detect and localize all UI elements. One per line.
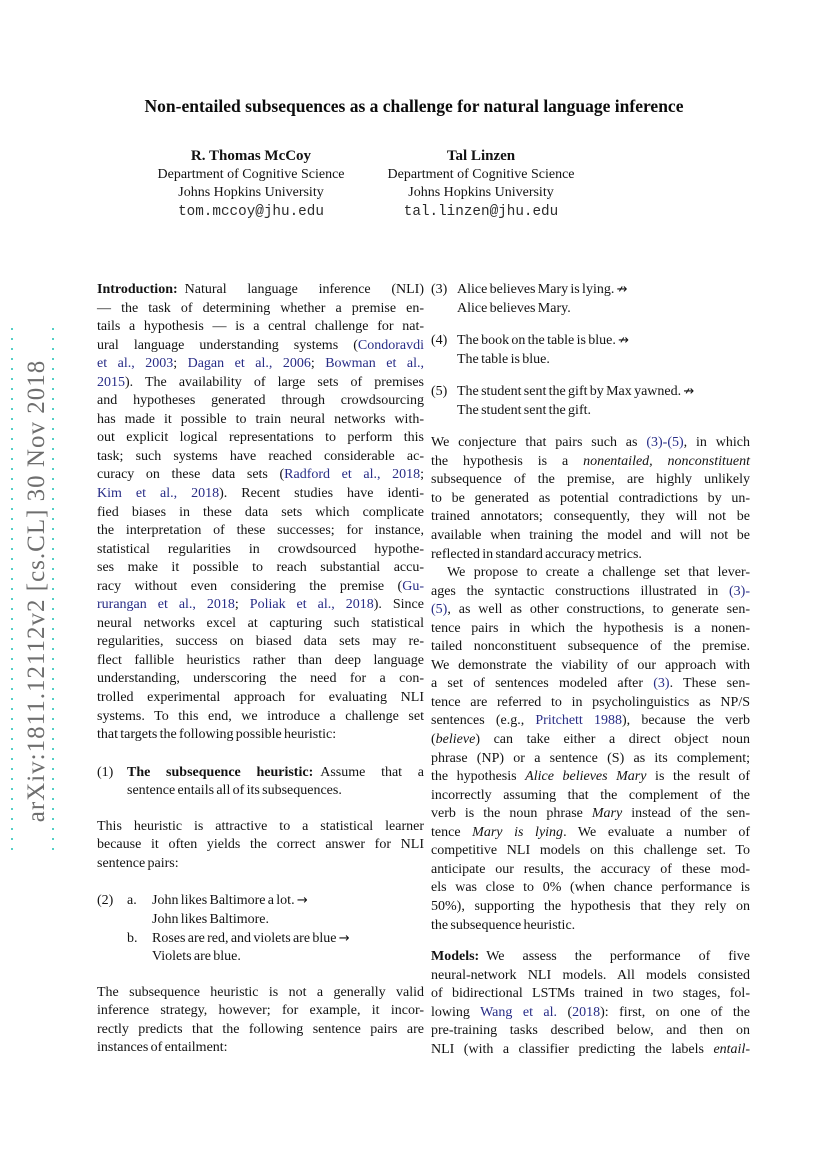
citation-link[interactable]: (3) [653,676,670,692]
text-line: subsequence of the premise, are highly unlikely [431,472,750,488]
text-line: incorrectly assuming that the complement of the [431,787,750,803]
text-line: NLI (with a classifier predicting the labels entail- [431,1041,750,1057]
text-line: The table is blue. [457,351,550,367]
author-block-2 [331,147,631,222]
arrow-glyph: → [338,930,350,946]
paragraph [97,818,424,874]
author-department: Department of Cognitive Science [387,167,575,182]
text-line: sentences (e.g., Pritchett 1988), because the verb [431,713,750,729]
text-line: The subsequence heuristic is not a generally valid [97,984,424,1000]
text-line: task; such systems have reached considerable ac- [97,448,424,464]
text-line: the interpretation of these successes; for instance, [97,523,424,539]
author-name: R. Thomas McCoy [190,148,312,164]
italic-run: nonentailed, nonconstituent [583,453,750,469]
text-line: sentence entails all of its subsequences. [127,783,342,799]
text-line: competitive NLI models on this challenge set. To [431,843,750,859]
text-line: to be generated as potential contradictions by un- [431,490,750,506]
text-line: curacy on these data sets (Radford et al., 2018; [97,467,424,483]
text-line: phrase (NP) or a sentence (S) as its complement; [431,750,750,766]
column-left [97,281,424,1058]
text-line: understanding, underscoring the need for a con- [97,671,424,687]
text-line: Introduction: Natural language inference (NLI) [97,282,424,297]
example-number: (4) [431,333,448,349]
text-line: because it often yields the correct answer for NLI [97,837,424,853]
watermark-dotted-line-right [52,328,54,856]
text-line: sentence pairs: [97,855,179,871]
citation-link[interactable]: et al., 2003 [97,356,174,372]
text-line: flect fallible heuristics rather than deep language [97,652,424,668]
text-line: els was close to 0% (when chance performance is [431,880,750,896]
text-line: (5), as well as other constructions, to generate sen- [431,602,750,618]
arrow-glyph: ↛ [616,282,628,297]
text-line: The student sent the gift by Max yawned. ↛ [457,384,695,400]
text-line: This heuristic is attractive to a statistical learner [97,818,424,834]
arrow-glyph: ↛ [618,333,630,349]
citation-link[interactable]: Pritchett 1988 [535,713,622,729]
text-line: tence are referred to in psycholinguistics as NP/S [431,694,750,710]
example-1 [97,764,424,801]
citation-link[interactable]: Wang et al. [480,1004,558,1020]
text-line: reflected in standard accuracy metrics. [431,546,642,562]
bold-run: Models: [431,949,480,965]
text-line: Roses are red, and violets are blue → [152,930,350,946]
italic-run: believe [435,732,476,748]
text-line: statistical regularities in crowdsourced hypothe- [97,541,424,557]
italic-run: Mary [591,806,623,822]
text-line: Alice believes Mary is lying. ↛ [457,282,628,297]
example-5 [431,383,750,420]
text-line: 50%), supporting the hypothesis that they rely on [431,898,750,914]
example-item [457,332,750,369]
example-4 [431,332,750,369]
text-line: the subsequence heuristic. [431,917,576,933]
text-line: has made it possible to train neural networks with- [97,411,424,427]
arrow-glyph: ↛ [683,384,695,400]
arrow-glyph: → [296,893,308,909]
arxiv-watermark-text: arXiv:1811.12112v2 [cs.CL] 30 Nov 2018 [23,359,50,823]
citation-link[interactable]: 2015 [97,374,125,390]
example-item-label: a. [127,893,137,909]
watermark-dotted-line-left [11,328,13,856]
text-line: Models: We assess the performance of five [431,949,750,965]
text-line: inference strategy, however; for example, it incor- [97,1003,424,1019]
bold-run: Introduction: [97,282,178,297]
example-item [457,383,750,420]
citation-link[interactable]: rurangan et al., 2018 [97,597,235,613]
example-item [127,892,424,929]
citation-link[interactable]: Gu- [402,578,424,594]
text-line: pre-training tasks described below, and then on [431,1023,750,1039]
example-number: (2) [97,893,114,909]
text-line: tails a hypothesis — is a central challenge for nat- [97,319,424,335]
text-line: neural-network NLI models. All models consisted [431,967,750,983]
citation-link[interactable]: Poliak et al., 2018 [249,597,374,613]
text-line: We propose to create a challenge set that lever- [447,565,750,581]
text-line: tence Mary is lying. We evaluate a number of [431,824,750,840]
text-line: — the task of determining whether a premise en- [97,300,424,316]
example-2 [97,892,424,966]
italic-run: Alice believes Mary [525,769,647,785]
text-line: rurangan et al., 2018; Poliak et al., 2018). Since [97,597,424,613]
paragraph [431,564,750,935]
text-line: The student sent the gift. [457,402,592,418]
example-item [127,930,424,967]
citation-link[interactable]: (3)- [729,583,750,599]
paragraph [431,434,750,564]
text-line: Alice believes Mary. [457,300,571,316]
text-line: rectly predicts that the following sentence pairs are [97,1021,424,1037]
example-item [127,764,424,801]
text-line: Kim et al., 2018). Recent studies have identi- [97,486,425,502]
text-line: The book on the table is blue. ↛ [457,333,630,349]
text-line: et al., 2003; Dagan et al., 2006; Bowman et al., [97,356,424,372]
text-line: instances of entailment: [97,1040,228,1056]
citation-link[interactable]: Bowman et al., [325,356,424,372]
text-line: the hypothesis is a nonentailed, nonconstituent [431,453,750,469]
text-line: out explicit logical representations to perform this [97,430,424,446]
paragraph [431,948,750,1059]
example-item [457,281,750,318]
text-line: tence pairs in which the hypothesis is a nonen- [431,620,750,636]
author-university: Johns Hopkins University [178,185,324,200]
text-line: 2015). The availability of large sets of premises [97,374,424,390]
text-line: (believe) can take either a direct object noun [431,732,750,748]
italic-run: Mary is lying [472,824,564,840]
text-line: a set of sentences modeled after (3). These sen- [431,676,750,692]
author-department: Department of Cognitive Science [157,167,345,182]
text-line: regularities, success on biased data sets may re- [97,634,424,650]
italic-run: entail- [713,1041,750,1057]
citation-link[interactable]: Dagan et al., 2006 [187,356,311,372]
text-line: neural networks excel at capturing such statistical [97,615,424,631]
bold-run: The subsequence heuristic: [127,764,314,780]
example-number: (5) [431,384,448,400]
author-name: Tal Linzen [446,148,516,164]
citation-link[interactable]: 2018 [572,1004,601,1020]
text-line: John likes Baltimore. [152,911,269,927]
paragraph [97,281,424,745]
text-line: fied biases in these data sets which complicate [97,504,424,520]
text-line: of bidirectional LSTMs trained in two stages, fol- [431,986,750,1002]
citation-link[interactable]: (3)-(5) [646,435,684,451]
text-line: John likes Baltimore a lot. → [152,893,308,909]
column-right [431,281,750,1059]
text-line: systems. To this end, we introduce a challenge set [97,708,424,724]
text-line: Violets are blue. [152,949,241,965]
author-email: tom.mccoy@jhu.edu [178,204,324,220]
paragraph [97,984,424,1058]
text-line: ages the syntactic constructions illustrated in (3)- [431,583,750,599]
text-line: trolled experimental approach for evaluating NLI [97,690,424,706]
author-email: tal.linzen@jhu.edu [403,204,559,220]
citation-link[interactable]: Condoravdi [357,337,424,353]
text-line: verb is the noun phrase Mary instead of the sen- [431,806,750,822]
author-university: Johns Hopkins University [408,185,554,200]
text-line: We conjecture that pairs such as (3)-(5), in which [431,435,750,451]
citation-link[interactable]: Kim et al., 2018 [97,486,220,502]
example-item-label: b. [127,930,138,946]
text-line: ses make it possible to reach substantial accu- [97,560,424,576]
text-line: that targets the following possible heuristic: [97,727,337,743]
paper-title: Non-entailed subsequences as a challenge for natural language inference [144,96,684,116]
text-line: and hypotheses generated through crowdsourcing [97,393,424,409]
example-3 [431,281,750,318]
text-line: anticipate our results, the accuracy of these mod- [431,861,750,877]
text-line: racy without even considering the premise (Gu- [97,578,424,594]
text-line: tailed nonconstituent subsequence of the premise. [431,639,750,655]
text-line: lowing Wang et al. (2018): first, on one of the [431,1004,750,1020]
text-line: We demonstrate the viability of our approach with [431,657,750,673]
citation-link[interactable]: (5) [431,602,448,618]
text-line: The subsequence heuristic: Assume that a [127,764,424,780]
text-line: available when training the model and will not be [431,528,750,544]
text-line: the hypothesis Alice believes Mary is the result of [431,769,750,785]
citation-link[interactable]: Radford et al., 2018 [284,467,421,483]
text-line: ural language understanding systems (Condoravdi [97,337,424,353]
text-line: trained annotators; consequently, they will not be [431,509,750,525]
example-number: (3) [431,282,448,297]
example-number: (1) [97,764,114,780]
